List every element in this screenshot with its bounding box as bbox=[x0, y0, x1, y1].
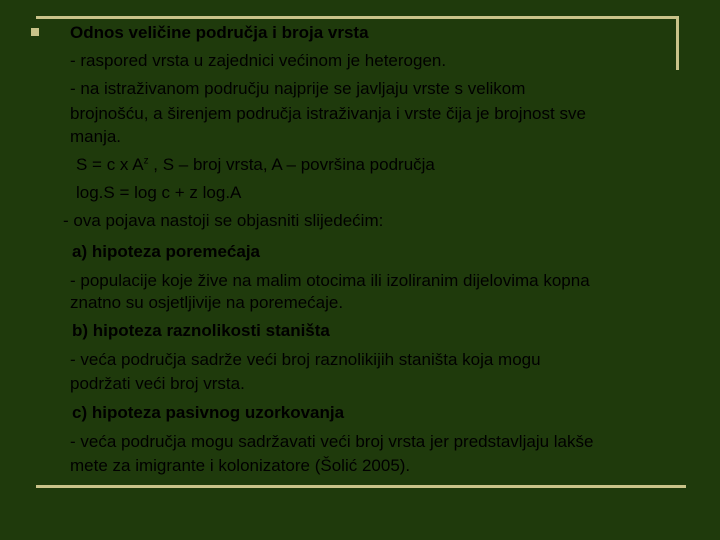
body-line: - populacije koje žive na malim otocima ili izoliranim dijelovima kopna bbox=[70, 271, 590, 290]
formula-exponent: z bbox=[143, 155, 149, 167]
body-line: - ova pojava nastoji se objasniti slijedećim: bbox=[63, 211, 384, 230]
body-line: - raspored vrsta u zajednici većinom je heterogen. bbox=[70, 51, 447, 70]
hypothesis-heading: a) hipoteza poremećaja bbox=[72, 242, 261, 261]
slide-heading: Odnos veličine područja i broja vrsta bbox=[70, 23, 369, 42]
body-line: - na istraživanom području najprije se javljaju vrste s velikom bbox=[70, 79, 526, 98]
body-line: znatno su osjetljivije na poremećaje. bbox=[70, 293, 344, 312]
formula-part: , S – broj vrsta, A – površina područja bbox=[148, 155, 435, 174]
hypothesis-heading: c) hipoteza pasivnog uzorkovanja bbox=[72, 403, 345, 422]
formula-line bbox=[76, 154, 435, 176]
body-line: manja. bbox=[70, 127, 122, 146]
body-line: brojnošću, a širenjem područja istraživanja i vrste čija je brojnost sve bbox=[70, 104, 586, 123]
log-formula-line: log.S = log c + z log.A bbox=[76, 183, 242, 202]
hypothesis-heading: b) hipoteza raznolikosti staništa bbox=[72, 321, 330, 340]
formula-part: S = c x A bbox=[76, 155, 144, 174]
body-line: - veća područja mogu sadržavati veći broj vrsta jer predstavljaju lakše bbox=[70, 432, 594, 451]
body-line: mete za imigrante i kolonizatore (Šolić 2005). bbox=[70, 456, 411, 475]
body-line: podržati veći broj vrsta. bbox=[70, 374, 245, 393]
body-line: - veća područja sadrže veći broj raznolikijih staništa koja mogu bbox=[70, 350, 541, 369]
